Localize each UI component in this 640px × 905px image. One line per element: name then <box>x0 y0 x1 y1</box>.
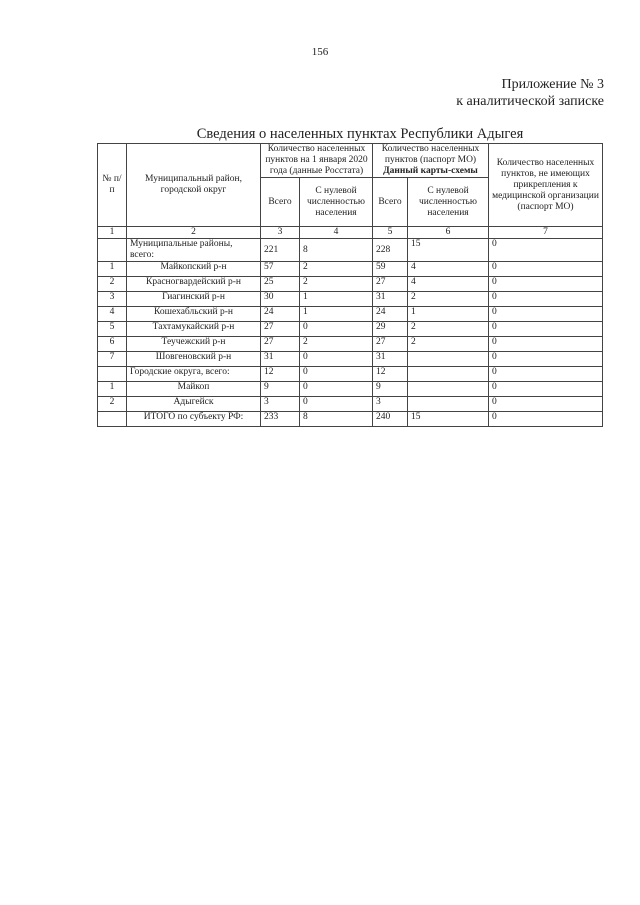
table-cell <box>98 367 127 382</box>
table-cell <box>408 367 489 382</box>
table-cell: 31 <box>373 292 408 307</box>
table-cell: 57 <box>261 262 300 277</box>
table-cell: Майкопский р-н <box>127 262 261 277</box>
table-cell: 1 <box>300 292 373 307</box>
group-label: Городские округа, всего: <box>127 367 261 382</box>
header-zero-mo: С нулевой численностью населения <box>408 178 489 227</box>
table-cell: 2 <box>408 292 489 307</box>
table-cell: 27 <box>261 322 300 337</box>
grand-total-row <box>98 412 603 427</box>
table-cell: 2 <box>98 277 127 292</box>
table-cell: 2 <box>408 337 489 352</box>
column-number: 5 <box>373 227 408 239</box>
table-cell <box>98 412 127 427</box>
table-cell: 9 <box>373 382 408 397</box>
table-cell: 0 <box>489 412 603 427</box>
page-number: 156 <box>311 46 329 58</box>
table-cell: 0 <box>489 367 603 382</box>
table-cell: 27 <box>373 337 408 352</box>
table-cell <box>408 382 489 397</box>
table-cell: 0 <box>489 352 603 367</box>
table-row <box>98 292 603 307</box>
table-cell: 4 <box>408 277 489 292</box>
table-cell: 1 <box>408 307 489 322</box>
table-cell: Теучежский р-н <box>127 337 261 352</box>
table-cell: 3 <box>98 292 127 307</box>
table-cell: 0 <box>300 382 373 397</box>
table-cell: 24 <box>261 307 300 322</box>
table-cell: Тахтамукайский р-н <box>127 322 261 337</box>
column-number: 1 <box>98 227 127 239</box>
header-total-rosstat: Всего <box>261 178 300 227</box>
table-cell <box>98 239 127 262</box>
table-cell: Майкоп <box>127 382 261 397</box>
table-cell: 0 <box>489 277 603 292</box>
table-cell: 0 <box>300 352 373 367</box>
table-cell: 2 <box>300 337 373 352</box>
table-cell: 30 <box>261 292 300 307</box>
urban-total-row <box>98 367 603 382</box>
table-cell: 5 <box>98 322 127 337</box>
table-cell: Адыгейск <box>127 397 261 412</box>
table-cell: 1 <box>98 262 127 277</box>
column-number: 6 <box>408 227 489 239</box>
table-cell: 25 <box>261 277 300 292</box>
table-cell: 27 <box>261 337 300 352</box>
settlements-table <box>97 143 603 427</box>
header-mo <box>373 144 489 178</box>
table-cell: 15 <box>408 412 489 427</box>
table-cell: 0 <box>300 322 373 337</box>
column-number: 7 <box>489 227 603 239</box>
table-cell: Гиагинский р-н <box>127 292 261 307</box>
cell-total-mo: 228 <box>373 239 408 262</box>
table-cell: 0 <box>489 397 603 412</box>
table-cell: 59 <box>373 262 408 277</box>
table-cell: 3 <box>373 397 408 412</box>
table-cell: 2 <box>300 262 373 277</box>
column-number: 4 <box>300 227 373 239</box>
group-label: Муниципальные районы, всего: <box>127 239 261 262</box>
table-cell: 1 <box>98 382 127 397</box>
table-cell: 0 <box>489 307 603 322</box>
table-row <box>98 307 603 322</box>
table-cell: 2 <box>408 322 489 337</box>
table-cell: 0 <box>300 397 373 412</box>
table-row <box>98 262 603 277</box>
document-title: Сведения о населенных пунктах Республики Адыгея <box>196 126 524 142</box>
column-number-row <box>98 227 603 239</box>
table-cell: 24 <box>373 307 408 322</box>
table-cell: 0 <box>489 322 603 337</box>
cell-no-attach: 0 <box>489 239 603 262</box>
table-cell: 4 <box>98 307 127 322</box>
municipal-total-row <box>98 239 603 262</box>
group-label: ИТОГО по субъекту РФ: <box>127 412 261 427</box>
table-cell: 12 <box>261 367 300 382</box>
table-cell: 0 <box>300 367 373 382</box>
table-cell: 2 <box>98 397 127 412</box>
table-cell <box>408 397 489 412</box>
table-cell: 31 <box>261 352 300 367</box>
column-number: 3 <box>261 227 300 239</box>
table-cell: 29 <box>373 322 408 337</box>
cell-zero-rosstat: 8 <box>300 239 373 262</box>
table-cell: 31 <box>373 352 408 367</box>
table-cell: 240 <box>373 412 408 427</box>
cell-total-rosstat: 221 <box>261 239 300 262</box>
table-cell: 6 <box>98 337 127 352</box>
table-cell: 1 <box>300 307 373 322</box>
header-no-attach: Количество населенных пунктов, не имеющих прикрепления к медицинской организации (паспорт МО) <box>489 144 603 227</box>
table-cell: Шовгеновский р-н <box>127 352 261 367</box>
table-cell: Красногвардейский р-н <box>127 277 261 292</box>
table-row <box>98 352 603 367</box>
header-num: № п/п <box>98 144 127 227</box>
table-cell: 0 <box>489 262 603 277</box>
header-zero-rosstat: С нулевой численностью населения <box>300 178 373 227</box>
table-cell: 8 <box>300 412 373 427</box>
table-cell: 0 <box>489 382 603 397</box>
header-total-mo: Всего <box>373 178 408 227</box>
table-cell: 2 <box>300 277 373 292</box>
table-cell: 9 <box>261 382 300 397</box>
table-cell: 0 <box>489 292 603 307</box>
table-row <box>98 322 603 337</box>
appendix-note <box>456 76 604 110</box>
cell-zero-mo: 15 <box>408 239 489 262</box>
table-row <box>98 337 603 352</box>
appendix-line-2: к аналитической записке <box>456 94 604 109</box>
header-mo-line-1: Количество населенных пунктов (паспорт МО) <box>381 144 480 165</box>
header-mo-line-2: Данный карты-схемы <box>383 166 478 176</box>
table-cell: 3 <box>261 397 300 412</box>
table-row <box>98 397 603 412</box>
table-cell: Кошехабльский р-н <box>127 307 261 322</box>
header-district: Муниципальный район, городской округ <box>127 144 261 227</box>
table-row <box>98 277 603 292</box>
table-cell: 7 <box>98 352 127 367</box>
table-cell: 233 <box>261 412 300 427</box>
column-number: 2 <box>127 227 261 239</box>
table-cell: 12 <box>373 367 408 382</box>
appendix-line-1: Приложение № 3 <box>501 77 604 92</box>
table-cell: 27 <box>373 277 408 292</box>
table-cell: 0 <box>489 337 603 352</box>
table-cell: 4 <box>408 262 489 277</box>
table-cell <box>408 352 489 367</box>
table-row <box>98 382 603 397</box>
header-row <box>98 144 603 178</box>
header-rosstat: Количество населенных пунктов на 1 января 2020 года (данные Росстата) <box>261 144 373 178</box>
